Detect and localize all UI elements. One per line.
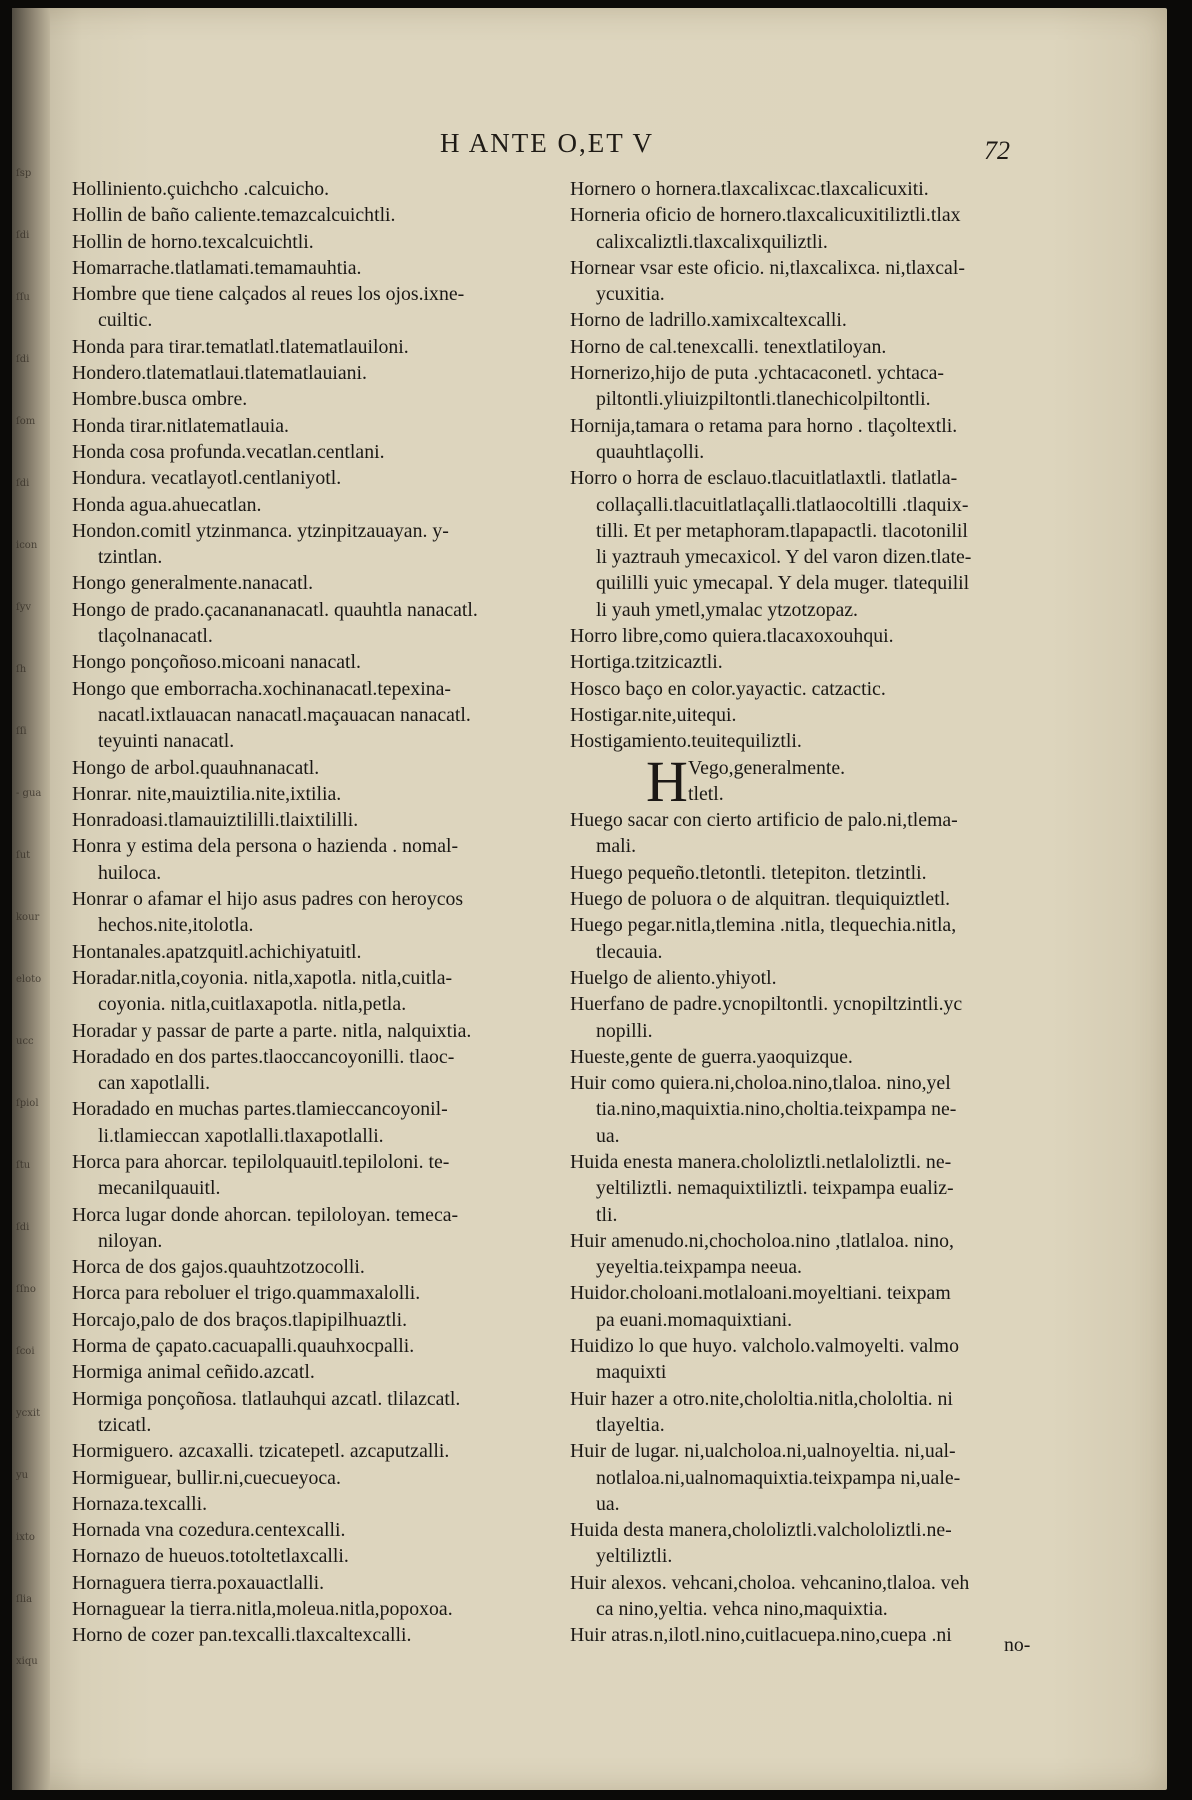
entry-headword-line: Huir hazer a otro.nite,chololtia.nitla,chololtia. ni	[570, 1387, 953, 1410]
gutter-fragment: ucc	[16, 1036, 34, 1047]
dictionary-entry	[72, 781, 548, 807]
dictionary-entry	[570, 1228, 1050, 1281]
entry-continuation-line: mali.	[596, 835, 637, 858]
dictionary-entry	[570, 912, 1050, 965]
entry-headword-line: Hormiga ponçoñosa. tlatlauhqui azcatl. tlilazcatl.	[72, 1387, 461, 1410]
dictionary-entry	[72, 755, 548, 781]
gutter-fragment: ſh	[16, 664, 27, 675]
entry-headword-line: Huego sacar con cierto artificio de palo.ni,tlema-	[570, 809, 958, 832]
gutter-fragment: - gua	[16, 788, 42, 799]
dictionary-entry	[570, 1280, 1050, 1333]
entry-headword-line: Honda para tirar.tematlatl.tlatematlauiloni.	[72, 335, 409, 358]
entry-headword-line: Hornaguera tierra.poxauactlalli.	[72, 1571, 325, 1594]
section-heading	[570, 748, 1050, 814]
entry-headword-line: Huego pegar.nitla,tlemina .nitla, tlequechia.nitla,	[570, 914, 957, 937]
dictionary-entry	[570, 1333, 1050, 1386]
dictionary-entry	[72, 1018, 548, 1044]
entry-headword-line: Huir alexos. vehcani,choloa. vehcanino,tlaloa. veh	[570, 1571, 970, 1594]
dictionary-entry	[570, 623, 1050, 649]
dictionary-entry	[570, 1386, 1050, 1439]
dictionary-entry	[72, 1386, 548, 1439]
gutter-fragment: ſtu	[16, 1160, 31, 1171]
dictionary-entry	[570, 1044, 1050, 1070]
dictionary-entry	[570, 807, 1050, 860]
entry-continuation-line: yeltiliztli. nemaquixtiliztli. teixpampa eualiz-	[596, 1177, 954, 1200]
dictionary-entry	[72, 1254, 548, 1280]
dictionary-entry	[72, 255, 548, 281]
entry-line: tletl.	[688, 782, 724, 805]
entry-headword-line: Hontanales.apatzquitl.achichiyatuitl.	[72, 940, 362, 963]
entry-headword-line: Hornero o hornera.tlaxcalixcac.tlaxcalicuxiti.	[570, 178, 929, 200]
entry-continuation-line: notlaloa.ni,ualnomaquixtia.teixpampa ni,uale-	[596, 1466, 961, 1489]
entry-headword-line: Honda agua.ahuecatlan.	[72, 493, 262, 516]
dictionary-entry	[72, 1044, 548, 1097]
entry-headword-line: Hostigar.nite,uitequi.	[570, 703, 737, 726]
entry-continuation-line: quililli yuic ymecapal. Y dela muger. tlatequilil	[596, 572, 970, 595]
gutter-fragment: ſdi	[16, 1222, 30, 1233]
dictionary-entry	[72, 1149, 548, 1202]
entry-continuation-line: niloyan.	[98, 1229, 163, 1252]
dictionary-entry	[72, 386, 548, 412]
gutter-fragment: eloto	[16, 974, 42, 985]
dictionary-entry	[72, 1280, 548, 1306]
entry-headword-line: Huidizo lo que huyo. valcholo.valmoyelti. valmo	[570, 1335, 959, 1358]
dictionary-entry	[570, 202, 1050, 255]
dictionary-entry	[72, 176, 548, 202]
gutter-fragment: ſſu	[16, 292, 30, 303]
entry-headword-line: Huir como quiera.ni,choloa.nino,tlaloa. nino,yel	[570, 1072, 951, 1095]
entry-headword-line: Hornija,tamara o retama para horno . tlaçoltextli.	[570, 414, 958, 437]
entry-headword-line: Hornaguear la tierra.nitla,moleua.nitla,popoxoa.	[72, 1598, 453, 1621]
gutter-fragment: kour	[16, 912, 40, 923]
entry-continuation-line: calixcaliztli.tlaxcalixquiliztli.	[596, 230, 828, 253]
gutter-bleed-text	[16, 8, 50, 1790]
gutter-fragment: ſlia	[16, 1594, 33, 1605]
entry-continuation-line: tlaçolnanacatl.	[98, 625, 213, 648]
entry-headword-line: Hormiguear, bullir.ni,cuecueyoca.	[72, 1466, 341, 1489]
entry-headword-line: Huir atras.n,ilotl.nino,cuitlacuepa.nino,cuepa .ni	[570, 1624, 952, 1647]
dictionary-entry	[570, 965, 1050, 991]
dictionary-entry	[72, 1307, 548, 1333]
dictionary-entry	[72, 1202, 548, 1255]
entry-headword-line: Hombre.busca ombre.	[72, 388, 248, 411]
dictionary-entry	[72, 807, 548, 833]
dictionary-entry	[72, 570, 548, 596]
entry-headword-line: Honradoasi.tlamauiztililli.tlaixtililli.	[72, 809, 359, 832]
right-column	[570, 176, 1050, 1649]
entry-headword-line: Huida desta manera,chololiztli.valchololiztli.ne-	[570, 1519, 952, 1542]
dictionary-entry	[72, 1622, 548, 1648]
dictionary-entry	[72, 1465, 548, 1491]
entry-headword-line: Horma de çapato.cacuapalli.quauhxocpalli.	[72, 1335, 415, 1358]
entry-continuation-line: tlayeltia.	[596, 1413, 665, 1436]
entry-headword-line: Hongo de arbol.quauhnanacatl.	[72, 756, 320, 779]
gutter-fragment: ſdi	[16, 230, 30, 241]
entry-headword-line: Horro libre,como quiera.tlacaxoxouhqui.	[570, 625, 894, 648]
entry-headword-line: Huir de lugar. ni,ualcholoa.ni,ualnoyeltia. ni,ual-	[570, 1440, 956, 1463]
entry-headword-line: Hormiga animal ceñido.azcatl.	[72, 1361, 315, 1384]
gutter-fragment: yu	[16, 1470, 29, 1481]
dictionary-entry	[570, 465, 1050, 623]
entry-continuation-line: yeltiliztli.	[596, 1545, 673, 1568]
entry-headword-line: Hombre que tiene calçados al reues los ojos.ixne-	[72, 283, 465, 306]
dictionary-entry	[570, 702, 1050, 728]
left-column	[72, 176, 548, 1649]
entry-headword-line: Horno de cal.tenexcalli. tenextlatiloyan.	[570, 335, 887, 358]
entry-headword-line: Horadado en muchas partes.tlamieccancoyonil-	[72, 1098, 448, 1121]
dictionary-entry	[72, 334, 548, 360]
dictionary-entry	[570, 676, 1050, 702]
entry-headword-line: Hornear vsar este oficio. ni,tlaxcalixca. ni,tlaxcal-	[570, 256, 965, 279]
gutter-fragment: xiqu	[16, 1656, 38, 1667]
entry-headword-line: Hollinіento.çuichcho .calcuicho.	[72, 178, 330, 200]
dictionary-entry	[570, 334, 1050, 360]
page-number: 72	[984, 136, 1010, 165]
dictionary-entry	[72, 597, 548, 650]
dictionary-entry	[570, 728, 1050, 754]
entry-continuation-line: collaçalli.tlacuitlatlaçalli.tlatlaocoltilli .tlaquix-	[596, 493, 969, 516]
entry-headword-line: Horadado en dos partes.tlaoccancoyonilli. tlaoc-	[72, 1045, 455, 1068]
entry-continuation-line: li yauh ymetl,ymalac ytzotzopaz.	[596, 598, 859, 621]
dictionary-entry	[72, 492, 548, 518]
dictionary-entry	[72, 202, 548, 228]
dictionary-entry	[72, 939, 548, 965]
dictionary-entry	[72, 676, 548, 755]
gutter-fragment: ſſno	[16, 1284, 36, 1295]
entry-continuation-line: ca nino,yeltia. vehca nino,maquixtia.	[596, 1598, 888, 1621]
gutter-fragment: ſut	[16, 850, 31, 861]
entry-headword-line: Honra y estima dela persona o hazienda . nomal-	[72, 835, 459, 858]
dictionary-entry	[570, 1149, 1050, 1228]
dictionary-entry	[72, 1333, 548, 1359]
entry-continuation-line: teyuinti nanacatl.	[98, 730, 235, 753]
entry-continuation-line: tzicatl.	[98, 1413, 152, 1436]
entry-headword-line: Hornazo de hueuos.totoltetlaxcalli.	[72, 1545, 349, 1568]
dictionary-entry	[72, 886, 548, 939]
dictionary-entry	[570, 1622, 1050, 1648]
entry-continuation-line: tilli. Et per metaphoram.tlapapactli. tlacotonilil	[596, 519, 968, 542]
entry-headword-line: Horadar.nitla,coyonia. nitla,xapotla. nitla,cuitla-	[72, 966, 453, 989]
dictionary-entry	[570, 860, 1050, 886]
running-header: H ANTE O,ET V	[440, 128, 654, 158]
dictionary-entry	[570, 176, 1050, 202]
entry-continuation-line: quauhtlaçolli.	[596, 440, 705, 463]
entry-headword-line: Huego pequeño.tletontli. tletepiton. tletzintli.	[570, 861, 927, 884]
entry-headword-line: Hondon.comitl ytzinmanca. ytzinpitzauayan. y-	[72, 519, 449, 542]
entry-continuation-line: nopilli.	[596, 1019, 653, 1042]
entry-continuation-line: ycuxitia.	[596, 283, 665, 306]
entry-headword-line: Hornerizo,hijo de puta .ychtacaconetl. ychtaca-	[570, 362, 945, 385]
dictionary-entry	[570, 991, 1050, 1044]
entry-headword-line: Horca lugar donde ahorcan. tepiloloyan. temeca-	[72, 1203, 459, 1226]
entry-headword-line: Hongo de prado.çacanananacatl. quauhtla nanacatl.	[72, 598, 478, 621]
entry-headword-line: Hormiguero. azcaxalli. tzicatepetl. azcaputzalli.	[72, 1440, 450, 1463]
dictionary-entry	[72, 833, 548, 886]
entry-headword-line: Huida enesta manera.chololiztli.netlaloliztli. ne-	[570, 1150, 952, 1173]
dictionary-entry	[72, 1359, 548, 1385]
drop-cap-letter: H	[646, 748, 688, 814]
entry-continuation-line: pa euani.momaquixtiani.	[596, 1308, 793, 1331]
dictionary-entry	[72, 465, 548, 491]
dictionary-entry	[570, 886, 1050, 912]
entry-headword-line: Hollin de baño caliente.temazcalcuichtli.	[72, 204, 396, 227]
entry-continuation-line: can xapotlalli.	[98, 1072, 211, 1095]
gutter-fragment: ſom	[16, 416, 36, 427]
entry-headword-line: Hostigamiento.teuitequiliztli.	[570, 730, 802, 753]
gutter-fragment: ſcoi	[16, 1346, 35, 1357]
entry-headword-line: Horno de ladrillo.xamixcaltexcalli.	[570, 309, 847, 332]
entry-headword-line: Hongo ponçoñoso.micoani nanacatl.	[72, 651, 361, 674]
dictionary-entry	[72, 360, 548, 386]
entry-headword-line: Hornaza.texcalli.	[72, 1492, 208, 1515]
dictionary-entry	[570, 649, 1050, 675]
entry-headword-line: Horneria oficio de hornero.tlaxcalicuxitiliztli.tlax	[570, 204, 961, 227]
entry-headword-line: Hollin de horno.texcalcuichtli.	[72, 230, 314, 253]
gutter-fragment: ſſi	[16, 726, 27, 737]
gutter-fragment: ſdi	[16, 354, 30, 365]
dictionary-entry	[72, 1096, 548, 1149]
entry-continuation-line: tia.nino,maquixtia.nino,choltia.teixpampa ne-	[596, 1098, 957, 1121]
entry-continuation-line: tzintlan.	[98, 546, 163, 569]
entry-headword-line: Huego de poluora o de alquitran. tlequiquiztletl.	[570, 888, 951, 911]
entry-continuation-line: ua.	[596, 1492, 620, 1515]
dictionary-entry	[72, 1491, 548, 1517]
entry-headword-line: Horadar y passar de parte a parte. nitla, nalquixtia.	[72, 1019, 472, 1042]
entry-headword-line: Hueste,gente de guerra.yaoquizque.	[570, 1045, 853, 1068]
entry-headword-line: Hornada vna cozedura.centexcalli.	[72, 1519, 346, 1542]
entry-continuation-line: piltontli.yliuizpiltontli.tlanechicolpiltontli.	[596, 388, 931, 411]
entry-headword-line: Honrar o afamar el hijo asus padres con heroycos	[72, 888, 464, 911]
entry-continuation-line: ua.	[596, 1124, 620, 1147]
entry-headword-line: Horcajo,palo de dos braços.tlapipilhuaztli.	[72, 1308, 408, 1331]
gutter-fragment: ixto	[16, 1532, 35, 1543]
gutter-fragment: ſsp	[16, 168, 32, 179]
entry-headword-line: Honda cosa profunda.vecatlan.centlani.	[72, 440, 385, 463]
entry-headword-line: Honda tirar.nitlatematlauia.	[72, 414, 289, 437]
gutter-fragment: ycxit	[16, 1408, 41, 1419]
dictionary-entry	[72, 413, 548, 439]
entry-continuation-line: mecanilquauitl.	[98, 1177, 221, 1200]
entry-headword-line: Horno de cozer pan.texcalli.tlaxcaltexcalli.	[72, 1624, 412, 1647]
entry-headword-line: Homarrache.tlatlamati.temamauhtia.	[72, 256, 362, 279]
dictionary-entry	[72, 439, 548, 465]
entry-continuation-line: li.tlamieccan xapotlalli.tlaxapotlalli.	[98, 1124, 384, 1147]
dictionary-entry	[72, 965, 548, 1018]
dictionary-entry	[570, 1570, 1050, 1623]
dictionary-entry	[570, 255, 1050, 308]
dictionary-entry	[72, 518, 548, 571]
dictionary-entry	[570, 1070, 1050, 1149]
entry-headword-line: Huerfano de padre.ycnopiltontli. ycnopiltzintli.yc	[570, 993, 963, 1016]
entry-continuation-line: nacatl.ixtlauacan nanacatl.maçauacan nanacatl.	[98, 703, 471, 726]
entry-continuation-line: tli.	[596, 1203, 618, 1226]
dictionary-entry	[72, 281, 548, 334]
dictionary-entry	[570, 413, 1050, 466]
entry-headword-line: Hongo generalmente.nanacatl.	[72, 572, 314, 595]
dictionary-entry	[72, 649, 548, 675]
entry-headword-line: Huir amenudo.ni,chocholoa.nino ,tlatlaloa. nino,	[570, 1229, 954, 1252]
dictionary-entry	[72, 1570, 548, 1596]
dictionary-entry	[570, 1517, 1050, 1570]
dictionary-entry	[570, 360, 1050, 413]
dictionary-entry	[72, 229, 548, 255]
gutter-fragment: ſdi	[16, 478, 30, 489]
entry-continuation-line: li yaztrauh ymecaxicol. Y del varon dizen.tlate-	[596, 546, 972, 569]
entry-headword-line: Hondura. vecatlayotl.centlaniyotl.	[72, 467, 342, 490]
entry-headword-line: Horro o horra de esclauo.tlacuitlatlaxtli. tlatlatla-	[570, 467, 958, 490]
entry-headword-line: Huidor.choloani.motlaloani.moyeltiani. teixpam	[570, 1282, 951, 1305]
entry-headword-line: Horca para reboluer el trigo.quammaxalolli.	[72, 1282, 421, 1305]
entry-headword-line: Horca para ahorcar. tepilolquauitl.tepiloloni. te-	[72, 1150, 450, 1173]
entry-continuation-line: huiloca.	[98, 861, 162, 884]
entry-continuation-line: hechos.nite,itolotla.	[98, 914, 254, 937]
entry-continuation-line: maquixti	[596, 1361, 667, 1384]
entry-headword-line: Hongo que emborracha.xochinanacatl.tepexina-	[72, 677, 451, 700]
dictionary-entry	[570, 307, 1050, 333]
entry-continuation-line: cuiltic.	[98, 309, 153, 332]
gutter-fragment: ſpiol	[16, 1098, 39, 1109]
gutter-fragment: icon	[16, 540, 38, 551]
entry-continuation-line: yeyeltia.teixpampa neeua.	[596, 1256, 802, 1279]
entry-continuation-line: tlecauia.	[596, 940, 663, 963]
dictionary-entry	[570, 1438, 1050, 1517]
entry-headword-line: Hondero.tlatematlaui.tlatematlauiani.	[72, 362, 367, 385]
entry-headword-line: Honrar. nite,mauiztilia.nite,ixtilia.	[72, 782, 342, 805]
dictionary-entry	[72, 1438, 548, 1464]
dictionary-entry	[72, 1543, 548, 1569]
entry-headword-line: Huelgo de aliento.yhiyotl.	[570, 966, 777, 989]
entry-headword-line: Horca de dos gajos.quauhtzotzocolli.	[72, 1256, 365, 1279]
dictionary-entry	[570, 748, 1050, 814]
entry-continuation-line: coyonia. nitla,cuitlaxapotla. nitla,petla.	[98, 993, 407, 1016]
catchword: no-	[1004, 1634, 1031, 1656]
dictionary-entry	[72, 1517, 548, 1543]
dictionary-entry	[72, 1596, 548, 1622]
entry-headword-line: Hortiga.tzitzicaztli.	[570, 651, 723, 674]
gutter-fragment: ſyv	[16, 602, 31, 613]
entry-headword-line: Hosco baço en color.yayactic. catzactic.	[570, 677, 886, 700]
entry-line: Vego,generalmente.	[688, 756, 846, 779]
